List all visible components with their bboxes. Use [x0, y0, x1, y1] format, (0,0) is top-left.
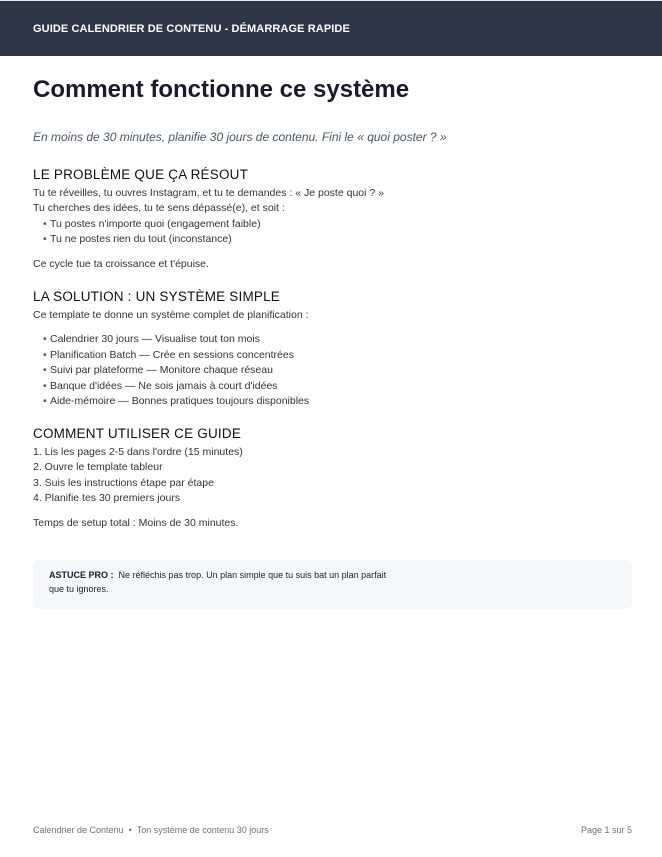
bullet-icon: • — [43, 395, 47, 408]
callout-label: ASTUCE PRO : — [49, 570, 114, 580]
section-heading: LE PROBLÈME QUE ÇA RÉSOUT — [33, 167, 249, 182]
list-item: • Tu postes n'importe quoi (engagement faible) — [33, 217, 633, 232]
step-item: 2. Ouvre le template tableur — [33, 461, 163, 474]
list-item: • Suivi par plateforme — Monitore chaque réseau — [33, 363, 633, 378]
pro-tip-callout — [33, 560, 632, 609]
step-item: 3. Suis les instructions étape par étape — [33, 476, 214, 489]
footer-separator: • — [128, 825, 132, 835]
callout-text: Ne réfléchis pas trop. Un plan simple que tu suis bat un plan parfait — [118, 570, 387, 580]
bullet-icon: • — [43, 333, 47, 346]
section-heading: COMMENT UTILISER CE GUIDE — [33, 426, 242, 441]
paragraph-line: Tu te réveilles, tu ouvres Instagram, et tu te demandes : « Je poste quoi ? » — [33, 187, 384, 199]
bullet-icon: • — [43, 217, 47, 230]
intro-line: Ce template te donne un système complet de planification : — [33, 309, 309, 321]
header-bar — [0, 1, 662, 56]
page-title: Comment fonctionne ce système — [33, 76, 410, 103]
closing-line: Temps de setup total : Moins de 30 minutes. — [33, 516, 239, 529]
bullet-icon: • — [43, 364, 47, 377]
section-how-to-use — [33, 426, 633, 531]
section-heading: LA SOLUTION : UN SYSTÈME SIMPLE — [33, 289, 281, 304]
callout-text: que tu ignores. — [49, 584, 109, 594]
list-item: • Planification Batch — Crée en sessions concentrées — [33, 348, 633, 363]
closing-line: Ce cycle tue ta croissance et t'épuise. — [33, 257, 209, 270]
step-item: 4. Planifie tes 30 premiers jours — [33, 492, 181, 505]
list-item: • Banque d'idées — Ne sois jamais à court d'idées — [33, 379, 633, 394]
subtitle: En moins de 30 minutes, planifie 30 jours de contenu. Fini le « quoi poster ? » — [33, 130, 447, 144]
list-item: • Aide-mémoire — Bonnes pratiques toujours disponibles — [33, 394, 633, 409]
footer-doc-name: Calendrier de Contenu — [33, 825, 124, 835]
page-footer — [33, 825, 632, 835]
paragraph-line: Tu cherches des idées, tu te sens dépassé(e), et soit : — [33, 202, 285, 215]
bullet-icon: • — [43, 233, 47, 246]
page-number: Page 1 sur 5 — [580, 825, 632, 835]
header-title: GUIDE CALENDRIER DE CONTENU - DÉMARRAGE RAPIDE — [33, 22, 350, 35]
bullet-icon: • — [43, 348, 47, 361]
section-solution — [33, 289, 633, 409]
list-item: • Calendrier 30 jours — Visualise tout ton mois — [33, 332, 633, 347]
list-item: • Tu ne postes rien du tout (inconstance) — [33, 232, 633, 247]
bullet-icon: • — [43, 379, 47, 392]
step-item: 1. Lis les pages 2-5 dans l'ordre (15 minutes) — [33, 446, 243, 458]
section-problem — [33, 167, 633, 272]
footer-tagline: Ton système de contenu 30 jours — [136, 825, 269, 835]
